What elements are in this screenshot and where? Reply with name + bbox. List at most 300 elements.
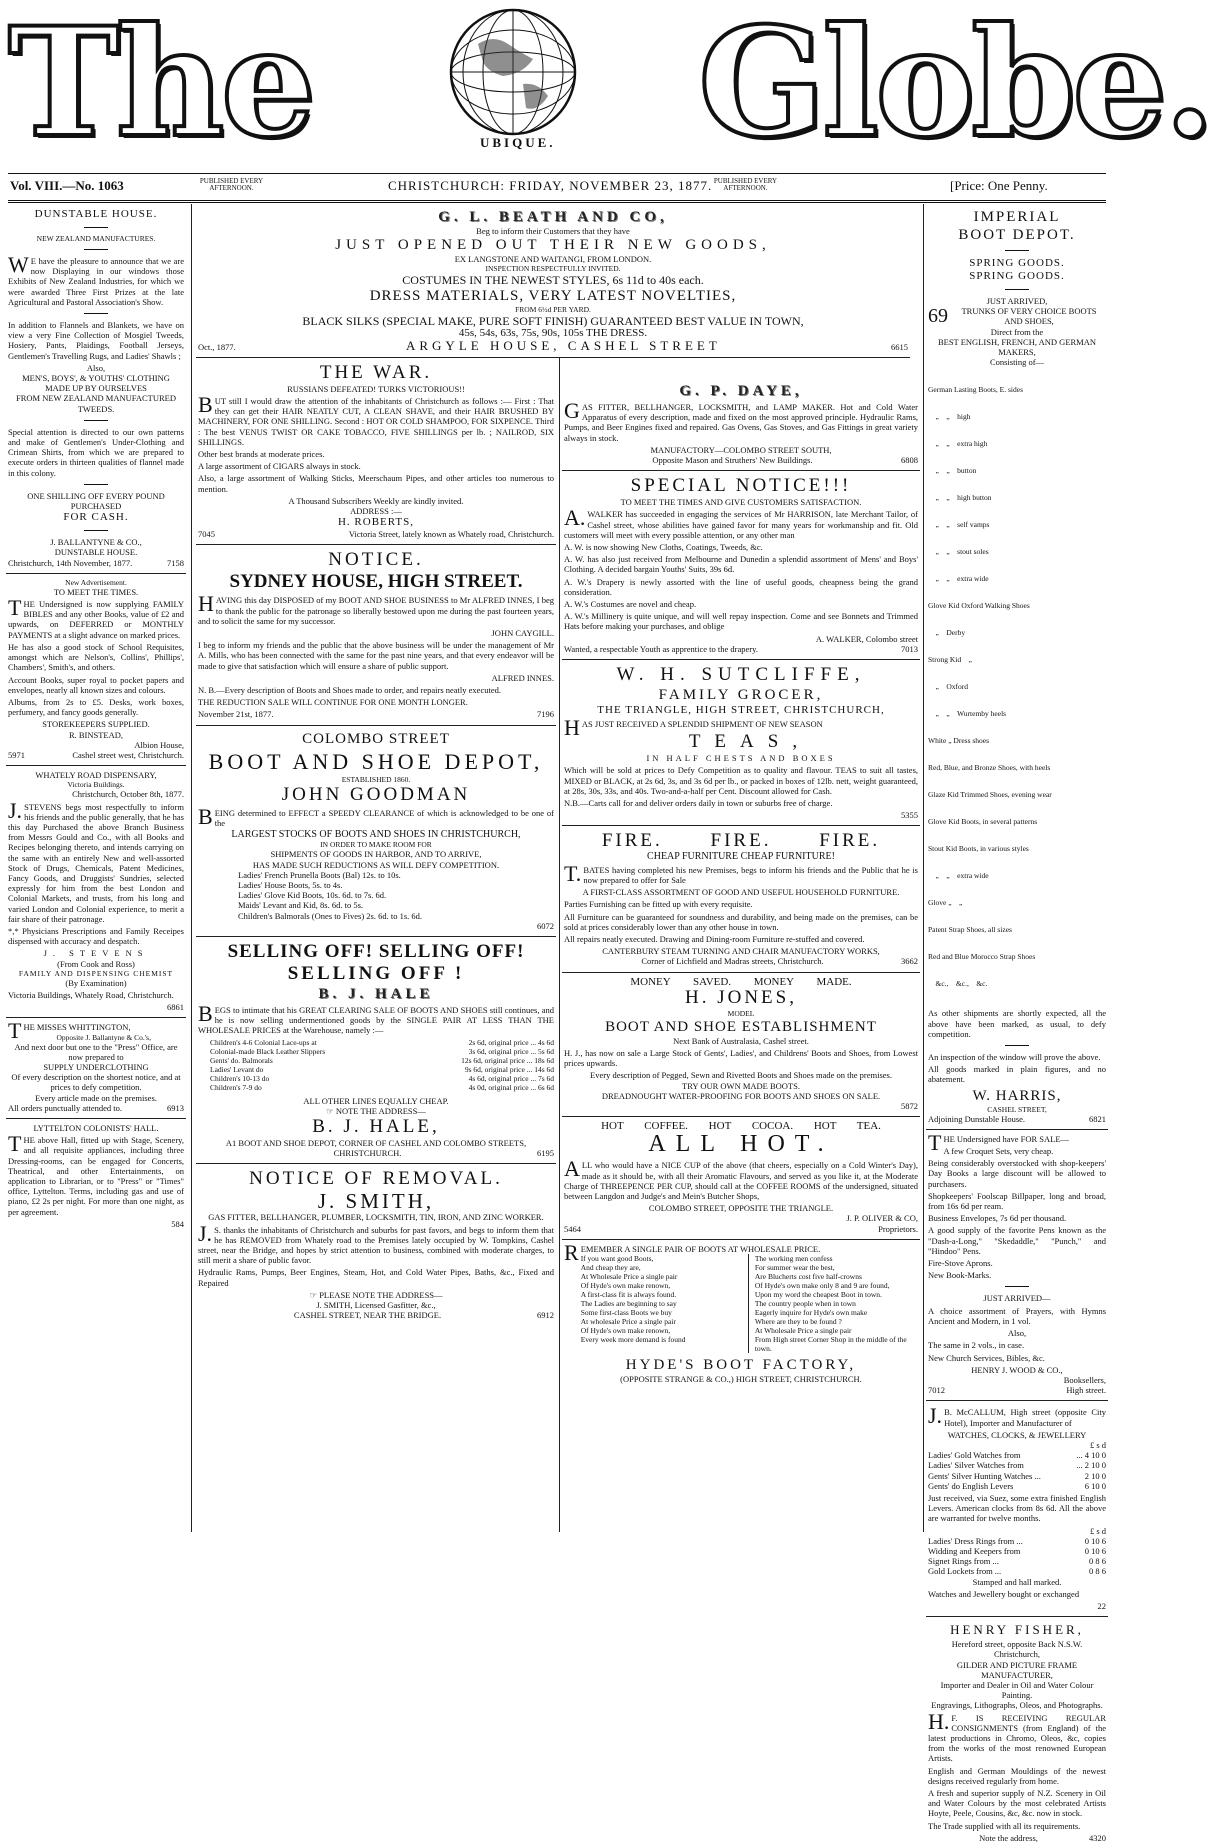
ad-line: JUST ARRIVED, bbox=[986, 296, 1048, 306]
ad-binstead bbox=[6, 574, 186, 766]
ad-line: SHIPMENTS OF GOODS IN HARBOR, AND TO ARRIVE, bbox=[270, 849, 482, 860]
ad-text: An inspection of the window will prove the above. bbox=[928, 1052, 1101, 1063]
ad-text: Special attention is directed to our own patterns and make of Gentlemen's Under-Clothing and Crimean Shirts, from which we are prepared to execute orders in thirteen qualities of flannel made in this colony. bbox=[8, 426, 184, 478]
divider bbox=[1005, 1286, 1029, 1287]
ad-line: IN ORDER TO MAKE ROOM FOR bbox=[320, 840, 432, 850]
ad-address: MANUFACTORY—COLOMBO STREET SOUTH, bbox=[650, 444, 832, 455]
ad-hale bbox=[196, 937, 556, 1164]
item-name: Gold Lockets from ... bbox=[928, 1566, 1002, 1577]
ad-text: A Thousand Subscribers Weekly are kindly invited. bbox=[288, 495, 464, 506]
ad-text: J.S. thanks the inhabitants of Christchurch and suburbs for past favors, and begs to inform them that he has REMOVED from Whately road to the Premises lately occupied by W. Tompkins, Cashel street, near the Bridge, and hopes by strict attention to business, combined with moderate charges, to still merit a share of public favor. bbox=[198, 1220, 554, 1266]
ad-text: Also, a large assortment of Walking Sticks, Meerschaum Pipes, and other articles too numerous to mention. bbox=[198, 473, 554, 494]
divider bbox=[1005, 250, 1029, 251]
ad-line: GILDER AND PICTURE FRAME MANUFACTURER, bbox=[956, 1659, 1078, 1680]
ad-line: Note the address, bbox=[979, 1832, 1038, 1843]
ad-line: FAMILY AND DISPENSING CHEMIST bbox=[18, 968, 174, 978]
verse-line: At wholesale Price a single pair bbox=[580, 1316, 676, 1326]
ad-line: £ s d bbox=[1089, 1439, 1106, 1450]
ad-line: JUST ARRIVED— bbox=[983, 1293, 1051, 1304]
ad-title: SPECIAL NOTICE!!! bbox=[630, 475, 852, 497]
ad-address: Victoria Street, lately known as Whately road, Christchurch. bbox=[348, 529, 554, 540]
ad-address: (OPPOSITE STRANGE & CO.,) HIGH STREET, CHRISTCHURCH. bbox=[620, 1373, 862, 1384]
ad-address: Opposite Mason and Struthers' New Buildings. bbox=[652, 455, 813, 466]
ad-line: ☞ NOTE THE ADDRESS— bbox=[326, 1105, 426, 1116]
verse-line: Of Hyde's own make renown, bbox=[580, 1325, 671, 1335]
ad-text: N.B.—Carts call for and deliver orders daily in town or suburbs free of charge. bbox=[564, 798, 833, 809]
ad-line: TRUNKS OF VERY CHOICE BOOTS AND SHOES, bbox=[961, 306, 1097, 327]
ad-signature: J. P. OLIVER & CO, bbox=[846, 1213, 918, 1224]
ad-number: 5971 bbox=[8, 749, 25, 760]
ad-address: THE TRIANGLE, HIGH STREET, CHRISTCHURCH, bbox=[597, 704, 885, 717]
ad-title: IMPERIAL bbox=[973, 209, 1061, 225]
verse-line: Where are they to be found ? bbox=[754, 1316, 842, 1326]
ad-text: A choice assortment of Prayers, with Hymns Ancient and Modern, in 1 vol. bbox=[928, 1305, 1106, 1326]
ad-line: ☞ PLEASE NOTE THE ADDRESS— bbox=[309, 1289, 443, 1300]
list-item: Ladies' Glove Kid Boots, 10s. 6d. to 7s. 6d. bbox=[238, 890, 387, 901]
list-item: Strong Kid „ bbox=[928, 655, 972, 665]
ad-text: A good supply of the favorite Pens known as the "Dash-a-Long," "Skedaddle," "Punch," and "Hindoo" Pens. bbox=[928, 1225, 1106, 1256]
ad-title: NOTICE. bbox=[328, 549, 424, 571]
ad-text: The same in 2 vols., in case. bbox=[928, 1340, 1025, 1351]
ad-text: Just received, via Suez, some extra finished English Levers. American clocks from 8s 6d. All the above are warranted for twelve months. bbox=[928, 1492, 1106, 1524]
column-rule bbox=[191, 204, 192, 1532]
ad-line: JUST OPENED OUT THEIR NEW GOODS, bbox=[335, 237, 771, 254]
ad-text: A large assortment of CIGARS always in stock. bbox=[198, 461, 361, 472]
ad-text: Being considerably overstocked with shop-keepers' Day Books a large discount will be allowed to purchasers. bbox=[928, 1158, 1106, 1189]
ad-oliver bbox=[562, 1117, 920, 1240]
ad-text: Fire-Stove Aprons. bbox=[928, 1258, 993, 1269]
divider bbox=[84, 227, 108, 228]
ad-text: All goods marked in plain figures, and no abatement. bbox=[928, 1064, 1106, 1085]
list-item: German Lasting Boots, E. sides bbox=[928, 385, 1023, 395]
verse-line: For summer wear the best, bbox=[754, 1262, 835, 1272]
table-row bbox=[928, 1481, 1106, 1491]
verse-line: Of Hyde's own make only 8 and 9 are found, bbox=[754, 1280, 890, 1290]
list-item: Stout Kid Boots, in various styles bbox=[928, 844, 1029, 854]
item-name: Signet Rings from ... bbox=[928, 1556, 999, 1567]
ad-subtitle: NEW ZEALAND MANUFACTURES. bbox=[36, 234, 156, 243]
ad-text: ALL who would have a NICE CUP of the above (that cheers, especially on a Cold Winter's Day), made as it should be, with all their Aromatic Flavours, and served as you like it, at the Moderate Charge of THREEPENCE PER CUP, should call at the COFFEE ROOMS of the undersigned, situated between Langdon and Judge's and Mein's Butcher Shops, bbox=[564, 1156, 918, 1201]
list-item: White „ Dress shoes bbox=[928, 736, 990, 746]
ad-signature: HENRY FISHER, bbox=[950, 1622, 1084, 1638]
ad-sutcliffe bbox=[562, 660, 920, 826]
ad-title: FIRE. FIRE. FIRE. bbox=[601, 830, 881, 852]
ad-subtitle: Beg to inform their Customers that they have bbox=[476, 226, 630, 236]
ad-signature: J. BALLANTYNE & CO., bbox=[50, 537, 142, 548]
divider bbox=[84, 420, 108, 421]
dateline bbox=[8, 173, 1106, 203]
ad-line: LARGEST STOCKS OF BOOTS AND SHOES IN CHRISTCHURCH, bbox=[231, 829, 521, 841]
ad-address: CANTERBURY STEAM TURNING AND CHAIR MANUFACTORY WORKS, bbox=[602, 946, 880, 957]
list-item: Red, Blue, and Bronze Shoes, with heels bbox=[928, 763, 1051, 773]
verse-line: And cheap they are, bbox=[580, 1262, 641, 1272]
divider bbox=[84, 484, 108, 485]
item-name: Widding and Keepers from bbox=[928, 1545, 1021, 1556]
table-row bbox=[210, 1065, 554, 1074]
ad-title: BOOT AND SHOE ESTABLISHMENT bbox=[605, 1018, 877, 1035]
ad-daye bbox=[562, 378, 920, 471]
ad-number: 7012 bbox=[928, 1385, 945, 1396]
ad-hyde bbox=[562, 1240, 920, 1389]
table-row bbox=[928, 1450, 1106, 1460]
ad-signature: W. HARRIS, bbox=[972, 1087, 1062, 1104]
ad-text: GAS FITTER, BELLHANGER, LOCKSMITH, and LAMP MAKER. Hot and Cold Water Apparatus of every description, made and fixed on the most approved principle. Hydraulic Rams, Pumps, and Beer Engines fixed and repaired. Gas Ovens, Gas Stoves, and Gas Fittings in great variety always in stock. bbox=[564, 398, 918, 443]
ad-kicker: HOT COFFEE. HOT COCOA. HOT TEA. bbox=[601, 1120, 881, 1133]
ad-address: Corner of Lichfield and Madras streets, Christchurch. bbox=[641, 956, 824, 967]
divider bbox=[84, 313, 108, 314]
ad-signature: A. WALKER, Colombo street bbox=[815, 633, 918, 644]
ad-number: 6912 bbox=[537, 1310, 554, 1321]
table-row bbox=[210, 1047, 554, 1056]
verse-line: The working men confess bbox=[754, 1253, 833, 1263]
ad-line: MEN'S, BOYS', & YOUTHS' CLOTHING bbox=[22, 373, 170, 384]
list-item: „ Derby bbox=[928, 628, 966, 638]
item-price: 4s 0d, original price ... 6s 6d bbox=[468, 1082, 554, 1092]
ad-text: J.B. McCALLUM, High street (opposite City Hotel), Importer and Manufacturer of bbox=[928, 1403, 1106, 1429]
ad-number: 6195 bbox=[537, 1148, 554, 1159]
item-name: Children's 4-6 Colonial Lace-ups at bbox=[210, 1037, 317, 1047]
verse-line: Upon my word the cheapest Boot in town. bbox=[754, 1289, 882, 1299]
ad-signature: J. SMITH, bbox=[317, 1189, 435, 1214]
ad-text: THE above Hall, fitted up with Stage, Scenery, and all requisite appliances, including three Dressing-rooms, can be engaged for Concerts, Theatrical, and other Entertainments, on application to Librarian, or to "Press" or "Times" office, Lyttelton. Terms, including gas and use of piano, £2 2s per night. For more than one night, as per agreement. bbox=[8, 1131, 184, 1217]
ad-line: WATCHES, CLOCKS, & JEWELLERY bbox=[947, 1429, 1087, 1440]
ad-text: Albums, from 2s to £5. Desks, work boxes, perfumery, and fancy goods generally. bbox=[8, 696, 184, 718]
ad-text: Business Envelopes, 7s 6d per thousand. bbox=[928, 1213, 1067, 1224]
ad-line: FOR CASH. bbox=[63, 511, 129, 524]
item-price: 3s 6d, original price ... 5s 6d bbox=[468, 1046, 554, 1056]
ad-line: TEAS, bbox=[688, 731, 812, 753]
ad-text: Also, bbox=[86, 362, 106, 373]
ad-fisher bbox=[926, 1617, 1108, 1848]
list-item: „ „ button bbox=[928, 466, 977, 476]
ad-signature: H. ROBERTS, bbox=[337, 516, 415, 529]
ad-signature: B. J. HALE, bbox=[312, 1115, 440, 1137]
ad-line: Wanted, a respectable Youth as apprentice to the drapery. bbox=[564, 643, 758, 654]
ad-title: G. P. DAYE, bbox=[679, 383, 803, 399]
ad-text: The Trade supplied with all its requirements. bbox=[928, 1820, 1081, 1831]
ad-title: COLOMBO STREET bbox=[302, 730, 450, 747]
ad-number: 7045 bbox=[198, 529, 215, 540]
ad-whittington bbox=[6, 1018, 186, 1119]
ad-stevens bbox=[6, 766, 186, 1018]
ad-line: ADDRESS :— bbox=[350, 506, 402, 517]
ad-line: BLACK SILKS (SPECIAL MAKE, PURE SOFT FINISH) GUARANTEED BEST VALUE IN TOWN, bbox=[302, 314, 804, 329]
ad-title: G. L. BEATH AND CO, bbox=[438, 209, 668, 225]
list-item: Ladies' House Boots, 5s. to 4s. bbox=[238, 879, 343, 890]
ad-title: NOTICE OF REMOVAL. bbox=[249, 1168, 503, 1190]
ad-address: Albion House, bbox=[134, 739, 184, 750]
item-price: ... 4 10 0 bbox=[1076, 1450, 1106, 1461]
ad-harris bbox=[926, 204, 1108, 1130]
item-name: Colonial-made Black Leather Slippers bbox=[210, 1046, 326, 1056]
column-rule bbox=[923, 204, 924, 1532]
list-item: „ „ self vamps bbox=[928, 520, 990, 530]
ad-number: 7013 bbox=[901, 643, 918, 654]
verse-line: The Ladies are beginning to say bbox=[580, 1298, 677, 1308]
list-item: „ „ stout soles bbox=[928, 547, 989, 557]
item-name: Gents' do. Balmorals bbox=[210, 1055, 273, 1065]
item-price: 9s 6d, original price ... 14s 6d bbox=[464, 1064, 554, 1074]
verse-line: Every week more demand is found bbox=[580, 1334, 686, 1344]
ad-text: A. W.'s Costumes are novel and cheap. bbox=[564, 599, 697, 610]
ad-line: EX LANGSTONE AND WAITANGI, FROM LONDON. bbox=[454, 254, 652, 265]
ad-goodman bbox=[196, 726, 556, 937]
ad-number: 6913 bbox=[167, 1102, 184, 1113]
table-row bbox=[928, 1536, 1106, 1546]
ad-dunstable-house bbox=[6, 204, 186, 574]
ad-title: TO MEET THE TIMES. bbox=[53, 586, 139, 597]
ad-wood bbox=[926, 1130, 1108, 1401]
ad-beath bbox=[196, 204, 910, 358]
ad-text: WE have the pleasure to announce that we are now Displaying in our windows those Exhibits of New Zealand Industries, for which we were awarded Three First Prizes at the late Agricultural and Pastoral Association's Show. bbox=[8, 252, 184, 307]
ad-number: 5464 bbox=[564, 1223, 581, 1234]
ad-signature: H. JONES, bbox=[685, 986, 797, 1008]
ad-number: 22 bbox=[1097, 1600, 1106, 1611]
column-3 bbox=[562, 378, 920, 1532]
ad-signature: J. STEVENS bbox=[43, 948, 149, 959]
ad-sydney-house bbox=[196, 545, 556, 725]
ad-text: Every article made on the premises. bbox=[35, 1092, 157, 1103]
item-name: Children's 10-13 do bbox=[210, 1073, 270, 1083]
publication-note-left: PUBLISHED EVERY AFTERNOON. bbox=[199, 177, 264, 192]
list-item: Ladies' French Prunella Boots (Bal) 12s. to 10s. bbox=[238, 869, 401, 880]
verse-line: Are Blucherts cost five half-crowns bbox=[754, 1271, 862, 1281]
item-price: 0 10 6 bbox=[1084, 1545, 1106, 1556]
ad-address: A1 BOOT AND SHOE DEPOT, CORNER OF CASHEL AND COLOMBO STREETS, bbox=[225, 1137, 527, 1148]
ad-text: I beg to inform my friends and the public that the above business will be under the management of Mr A. Mills, who has been connected with the same for the past nine years, and that every endeavor will be made to give that satisfaction which will ensure a share of public support. bbox=[198, 640, 554, 671]
ad-subtitle: SPRING GOODS. bbox=[969, 270, 1065, 282]
list-item: „ „ extra wide bbox=[928, 574, 989, 584]
item-price: 6 10 0 bbox=[1084, 1480, 1106, 1491]
ad-bates bbox=[562, 826, 920, 972]
ad-text: English and German Mouldings of the newest designs received regularly from home. bbox=[928, 1765, 1106, 1786]
ad-text: T.BATES having completed his new Premises, begs to inform his friends and the Public that he is now prepared to offer for Sale bbox=[564, 860, 918, 886]
ad-line: ONE SHILLING OFF EVERY POUND bbox=[27, 490, 165, 501]
ad-text: A. W.'s Drapery is newly assorted with the line of useful goods, cheapness being the grand consideration. bbox=[564, 576, 918, 597]
ad-number: 6072 bbox=[537, 920, 554, 931]
list-item: Glove Kid Boots, in several patterns bbox=[928, 817, 1038, 827]
ad-signature: B. J. HALE bbox=[318, 985, 434, 1002]
ad-date: Oct., 1877. bbox=[198, 341, 236, 352]
ad-line: PURCHASED bbox=[70, 501, 122, 512]
ad-line: ALL OTHER LINES EQUALLY CHEAP. bbox=[303, 1095, 449, 1106]
ad-line: DREADNOUGHT WATER-PROOFING FOR BOOTS AND SHOES ON SALE. bbox=[601, 1090, 881, 1101]
ad-line: (By Examination) bbox=[65, 977, 127, 988]
ad-line: FROM NEW ZEALAND MANUFACTURED TWEEDS. bbox=[15, 393, 176, 414]
column-4 bbox=[926, 204, 1108, 1843]
ad-address: CASHEL STREET, NEAR THE BRIDGE. bbox=[293, 1310, 442, 1321]
ad-subtitle: Victoria Buildings. bbox=[67, 780, 125, 790]
table-row bbox=[210, 1083, 554, 1092]
ad-number: 6615 bbox=[890, 341, 908, 352]
ad-date: November 21st, 1877. bbox=[198, 709, 274, 720]
divider bbox=[1005, 1045, 1029, 1046]
item-name: Gents' Silver Hunting Watches ... bbox=[928, 1470, 1041, 1481]
ad-text: As other shipments are shortly expected, all the above have been marked, as usual, to defy competition. bbox=[928, 1008, 1106, 1039]
ad-address: Hereford street, opposite Back N.S.W. Christchurch, bbox=[951, 1639, 1083, 1660]
ad-line: INSPECTION RESPECTFULLY INVITED. bbox=[485, 264, 621, 274]
ad-text: *,* Physicians Prescriptions and Family Receipes dispensed with accuracy and despatch. bbox=[8, 925, 184, 947]
globe-icon bbox=[438, 4, 588, 154]
item-name: Ladies' Dress Rings from ... bbox=[928, 1535, 1023, 1546]
list-item: „ „ Wurtemby heels bbox=[928, 709, 1007, 719]
ad-line: MADE UP BY OURSELVES bbox=[45, 383, 147, 394]
item-price: 2s 6d, original price ... 4s 6d bbox=[468, 1037, 554, 1047]
table-row bbox=[928, 1546, 1106, 1556]
item-name: Children's 7-9 do bbox=[210, 1082, 262, 1092]
ad-line: ESTABLISHED 1860. bbox=[341, 774, 411, 784]
ad-text: Engravings, Lithographs, Oleos, and Photographs. bbox=[931, 1700, 1103, 1711]
item-name: Ladies' Silver Watches from bbox=[928, 1460, 1024, 1471]
ad-subtitle: CHEAP FURNITURE CHEAP FURNITURE! bbox=[647, 851, 835, 863]
ad-text: A.WALKER has succeeded in engaging the services of Mr HARRISON, late Merchant Tailor, of Cashel street, whose abilities have gained favor for many years for workmanship and fit. Old customers will meet with every possible attention, or any other man bbox=[564, 505, 918, 540]
ad-address: COLOMBO STREET, OPPOSITE THE TRIANGLE. bbox=[648, 1203, 834, 1214]
ad-subtitle: FAMILY GROCER, bbox=[658, 687, 824, 704]
masthead-motto: UBIQUE. bbox=[480, 135, 556, 150]
ad-text: A. W.'s Millinery is quite unique, and will well repay inspection. Come and see Bonnets and Trimmed Hats before making your purchases, and oblige bbox=[564, 611, 918, 632]
ad-line: STOREKEEPERS SUPPLIED. bbox=[42, 719, 150, 730]
ad-text: Hydraulic Rams, Pumps, Beer Engines, Steam, Hot, and Cold Water Pipes, Baths, &c., Fixed and Repaired bbox=[198, 1267, 554, 1288]
ad-text: Stamped and hall marked. bbox=[972, 1576, 1062, 1587]
ad-line: COSTUMES IN THE NEWEST STYLES, 6s 11d to 40s each. bbox=[402, 273, 704, 288]
ad-text: BEGS to intimate that his GREAT CLEARING SALE OF BOOTS AND SHOES still continues, and he is now selling undermentioned goods by the SINGLE PAIR AT LESS THAN THE WHOLESALE PRICES at the Warehouse, namely :— bbox=[198, 1000, 554, 1036]
table-row bbox=[928, 1556, 1106, 1566]
ad-jones bbox=[562, 973, 920, 1118]
ad-number: 3662 bbox=[900, 956, 918, 967]
ad-line: IN HALF CHESTS AND BOXES bbox=[646, 753, 836, 764]
table-row bbox=[928, 1460, 1106, 1470]
ad-address: High street. bbox=[1066, 1385, 1106, 1396]
ad-text: Also, bbox=[1007, 1328, 1027, 1339]
ad-number: 6821 bbox=[1089, 1113, 1106, 1124]
item-name: Ladies' Gold Watches from bbox=[928, 1450, 1021, 1461]
ad-address: Victoria Buildings, Whately Road, Christchurch. bbox=[8, 989, 174, 1000]
ad-text: HAVING this day DISPOSED of my BOOT AND SHOE BUSINESS to Mr ALFRED INNES, I beg to thank the public for the patronage so liberally bestowed upon me during the past fourteen years, and to solicit the same for my successor. bbox=[198, 591, 554, 626]
ad-subtitle: RUSSIANS DEFEATED! TURKS VICTORIOUS!! bbox=[287, 383, 465, 394]
ad-text: In addition to Flannels and Blankets, we have on view a very Fine Collection of Mosgiel Tweeds, Hosiery, Pants, Plaidings, Football Jerseys, Gentlemen's Travelling Rugs, and Ladies' Shawls ; bbox=[8, 320, 184, 361]
ad-title: THE MISSES WHITTINGTON, bbox=[8, 1018, 131, 1044]
ad-line: Consisting of— bbox=[989, 357, 1045, 368]
item-price: 2 10 0 bbox=[1084, 1470, 1106, 1481]
list-item: „ „ high bbox=[928, 412, 971, 422]
ad-lyttelton-hall bbox=[6, 1119, 186, 1234]
ad-subtitle: SYDNEY HOUSE, HIGH STREET. bbox=[229, 571, 523, 593]
ad-title: WHATELY ROAD DISPENSARY, bbox=[35, 770, 157, 781]
item-name: Ladies' Levant do bbox=[210, 1064, 264, 1074]
ad-text: J.STEVENS begs most respectfully to inform his friends and the public generally, that he has this day Purchased the above Branch Business from Messrs Gould and Co., with all Books and Recipes belonging thereto, and intends carrying on the same with an entirely New and well-assorted Stock of Drugs, Chemicals, Patent Medicines, Fancy Goods, and Druggists' Sundries, selected expressly for him from the best London and Colonial Markets, and trusts, from his long and varied London and Colonial experience, to merit a fair share of their patronage. bbox=[8, 797, 184, 924]
list-item: „ „ extra wide bbox=[928, 871, 989, 881]
ad-line: TRY OUR OWN MADE BOOTS. bbox=[682, 1080, 800, 1091]
ad-line: GAS FITTER, BELLHANGER, PLUMBER, LOCKSMITH, TIN, IRON, AND ZINC WORKER. bbox=[208, 1212, 544, 1223]
list-item: „ „ high button bbox=[928, 493, 992, 503]
ad-text: A fresh and superior supply of N.Z. Scenery in Oil and Water Colours by the most celebrated Artists Hoyte, Peele, Cousins, &c, &c. now in stock. bbox=[928, 1788, 1106, 1819]
verse-line: At Wholesale Price a single pair bbox=[580, 1271, 678, 1281]
ad-kicker: New Advertisement. bbox=[65, 577, 127, 587]
ad-address: CASHEL STREET, bbox=[987, 1104, 1047, 1114]
ad-line: A FIRST-CLASS ASSORTMENT OF GOOD AND USEFUL HOUSEHOLD FURNITURE. bbox=[582, 887, 900, 898]
ad-title: BOOT AND SHOE DEPOT, bbox=[208, 748, 544, 774]
ad-text: N. B.—Every description of Boots and Shoes made to order, and repairs neatly executed. bbox=[198, 685, 501, 696]
verse-line: From High street Corner Shop in the middle of the town. bbox=[754, 1334, 907, 1353]
ad-text: New Book-Marks. bbox=[928, 1270, 992, 1281]
ad-title: HYDE'S BOOT FACTORY, bbox=[625, 1356, 857, 1373]
divider bbox=[84, 249, 108, 250]
ad-smith bbox=[196, 1164, 556, 1325]
list-item: „ „ extra high bbox=[928, 439, 988, 449]
ad-signature: J. SMITH, Licensed Gasfitter, &c., bbox=[316, 1299, 436, 1310]
ad-text: H. J., has now on sale a Large Stock of Gents', Ladies', and Childrens' Boots and Shoes, from Lowest prices upwards. bbox=[564, 1047, 918, 1069]
ad-text: And next door but one to the "Press" Office, are now prepared to bbox=[14, 1041, 178, 1062]
masthead bbox=[0, 0, 1212, 171]
ad-text: Importer and Dealer in Oil and Water Colour Painting. bbox=[940, 1679, 1094, 1701]
ad-text: He has also a good stock of School Requisites, amongst which are Nelson's, Collins', Phillips', Chambers', Smith's, and others. bbox=[8, 641, 184, 673]
list-item: Glove Kid Oxford Walking Shoes bbox=[928, 601, 1030, 611]
list-item: „ Oxford bbox=[928, 682, 968, 692]
ad-text: New Church Services, Bibles, &c. bbox=[928, 1352, 1045, 1363]
ad-title: SELLING OFF ! bbox=[287, 962, 465, 984]
ad-text: A. W. has also just received from Melbourne and Dunedin a splendid assortment of Mens' and Boys' Clothing. A decided bargain Youths' Suits, 39s 6d. bbox=[564, 554, 918, 575]
ad-line: MODEL bbox=[727, 1008, 755, 1018]
column-rule bbox=[559, 204, 560, 1532]
list-item: Red and Blue Morocco Strap Shoes bbox=[928, 952, 1036, 962]
ad-kicker: MONEY SAVED. MONEY MADE. bbox=[630, 975, 852, 988]
divider bbox=[1005, 289, 1029, 290]
ad-date: Christchurch, October 8th, 1877. bbox=[72, 789, 184, 800]
city-date: CHRISTCHURCH: FRIDAY, NOVEMBER 23, 1877. bbox=[388, 178, 713, 193]
ad-title: DUNSTABLE HOUSE. bbox=[34, 208, 158, 220]
ad-text: Watches and Jewellery bought or exchanged bbox=[928, 1588, 1080, 1599]
verse-line: The country people when in town bbox=[754, 1298, 856, 1308]
verse-line: At Wholesale Price a single pair bbox=[754, 1325, 852, 1335]
ad-line: DRESS MATERIALS, VERY LATEST NOVELTIES, bbox=[369, 288, 737, 305]
ad-line: BEST ENGLISH, FRENCH, AND GERMAN MAKERS, bbox=[937, 336, 1097, 358]
ad-text: HAS JUST RECEIVED A SPLENDID SHIPMENT OF NEW SEASON bbox=[564, 715, 823, 741]
ad-line: DUNSTABLE HOUSE. bbox=[54, 547, 138, 558]
verse-line: Eagerly inquire for Hyde's own make bbox=[754, 1307, 868, 1317]
table-row bbox=[210, 1038, 554, 1047]
ad-address: ARGYLE HOUSE, CASHEL STREET bbox=[405, 337, 721, 353]
ad-number: 7158 bbox=[167, 557, 184, 568]
ad-number: 5355 bbox=[901, 810, 918, 821]
ad-text: All Furniture can be guaranteed for soundness and durability, and being made on the premises, can be sold at prices considerably lower than any other house in town. bbox=[564, 911, 918, 932]
divider bbox=[84, 530, 108, 531]
ad-text: All orders punctually attended to. bbox=[8, 1102, 123, 1113]
item-price: 0 8 6 bbox=[1089, 1556, 1106, 1567]
ad-title: LYTTELTON COLONISTS' HALL. bbox=[33, 1123, 159, 1134]
ad-address: Next Bank of Australasia, Cashel street. bbox=[673, 1035, 809, 1046]
ad-number: 7196 bbox=[537, 709, 554, 720]
volume-number: Vol. VIII.—No. 1063 bbox=[10, 178, 124, 193]
ad-walker bbox=[562, 471, 920, 660]
ad-text: Of every description on the shortest notice, and at prices to defy competition. bbox=[11, 1072, 181, 1093]
list-item: Glove „ „ bbox=[928, 898, 963, 908]
ad-date: Christchurch, 14th November, 1877. bbox=[8, 557, 133, 568]
ad-title: BOOT DEPOT. bbox=[958, 227, 1076, 243]
ad-signature: HENRY J. WOOD & CO., bbox=[971, 1364, 1063, 1375]
ad-text: THE REDUCTION SALE WILL CONTINUE FOR ONE MONTH LONGER. bbox=[198, 697, 468, 708]
ad-line: Direct from the bbox=[990, 326, 1044, 337]
ad-text: BEING determined to EFFECT a SPEEDY CLEARANCE of which is acknowledged to be one of the bbox=[198, 803, 554, 829]
ad-roberts bbox=[196, 358, 556, 546]
list-item: Patent Strap Shoes, all sizes bbox=[928, 925, 1012, 935]
masthead-word-right: Globe. bbox=[698, 0, 1212, 171]
ad-line: (From Cook and Ross) bbox=[57, 958, 135, 969]
ad-title: REMEMBER A SINGLE PAIR OF BOOTS AT WHOLESALE PRICE. bbox=[564, 1239, 821, 1265]
ad-line: Booksellers, bbox=[1063, 1374, 1106, 1385]
masthead-word-left: The bbox=[8, 0, 313, 171]
list-item: &c., &c., &c. bbox=[928, 979, 988, 989]
ad-quantity: 69 bbox=[928, 305, 948, 328]
